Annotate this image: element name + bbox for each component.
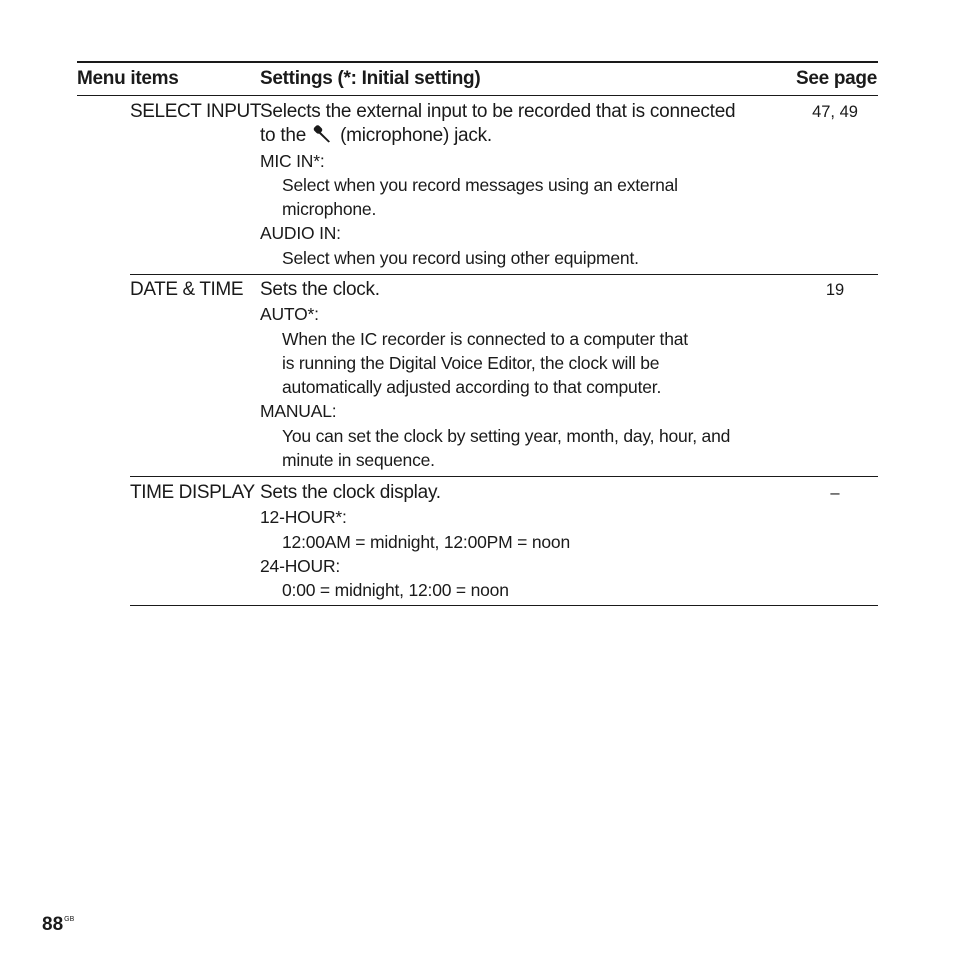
main-line-2-prefix: to the xyxy=(260,125,307,147)
option-label: MIC IN*: xyxy=(260,150,325,171)
row-divider xyxy=(130,476,878,477)
option-desc-line: 12:00AM = midnight, 12:00PM = noon xyxy=(282,531,570,552)
option-desc-line: is running the Digital Voice Editor, the clock will be xyxy=(282,352,660,373)
column-header-settings: Settings (*: Initial setting) xyxy=(260,68,481,89)
see-page-ref: 19 xyxy=(825,281,845,299)
option-desc-line: When the IC recorder is connected to a computer that xyxy=(282,328,688,349)
see-page-ref: 47, 49 xyxy=(812,103,858,121)
page-number-value: 88 xyxy=(42,914,64,935)
see-page-ref: – xyxy=(830,484,840,502)
main-line-2-suffix: (microphone) jack. xyxy=(340,125,492,147)
option-desc-line: You can set the clock by setting year, month, day, hour, and xyxy=(282,425,731,446)
row-divider xyxy=(130,605,878,606)
option-desc-line: 0:00 = midnight, 12:00 = noon xyxy=(282,580,509,601)
option-label: AUTO*: xyxy=(260,304,319,325)
page-number-suffix: GB xyxy=(64,916,75,923)
settings-main-text: Sets the clock. xyxy=(260,279,380,300)
option-desc-line: automatically adjusted according to that computer. xyxy=(282,377,662,398)
settings-cell xyxy=(260,278,800,472)
option-desc-line: Select when you record messages using an external xyxy=(282,174,678,195)
main-line-1: Selects the external input to be recorded that is connected xyxy=(260,101,736,122)
option-label: AUDIO IN: xyxy=(260,223,341,244)
settings-cell xyxy=(260,100,800,270)
menu-item-select-input: SELECT INPUT xyxy=(130,101,262,122)
option-desc-line: microphone. xyxy=(282,199,377,220)
column-header-see-page: See page xyxy=(795,68,877,89)
page-number xyxy=(42,908,74,937)
option-desc-line: minute in sequence. xyxy=(282,450,435,471)
menu-item-date-time: DATE & TIME xyxy=(130,279,244,300)
option-label: 24-HOUR: xyxy=(260,555,341,576)
settings-main-text: Sets the clock display. xyxy=(260,482,441,503)
row-divider xyxy=(130,274,878,275)
microphone-icon xyxy=(313,125,333,143)
settings-main-text xyxy=(260,100,800,149)
menu-item-time-display: TIME DISPLAY xyxy=(130,482,255,503)
column-header-menu-items: Menu items xyxy=(77,68,179,89)
table-top-rule xyxy=(77,61,878,63)
option-label: 12-HOUR*: xyxy=(260,507,347,528)
option-label: MANUAL: xyxy=(260,401,337,422)
settings-cell xyxy=(260,481,800,602)
option-desc-line: Select when you record using other equipment. xyxy=(282,247,639,268)
header-rule xyxy=(77,95,878,96)
